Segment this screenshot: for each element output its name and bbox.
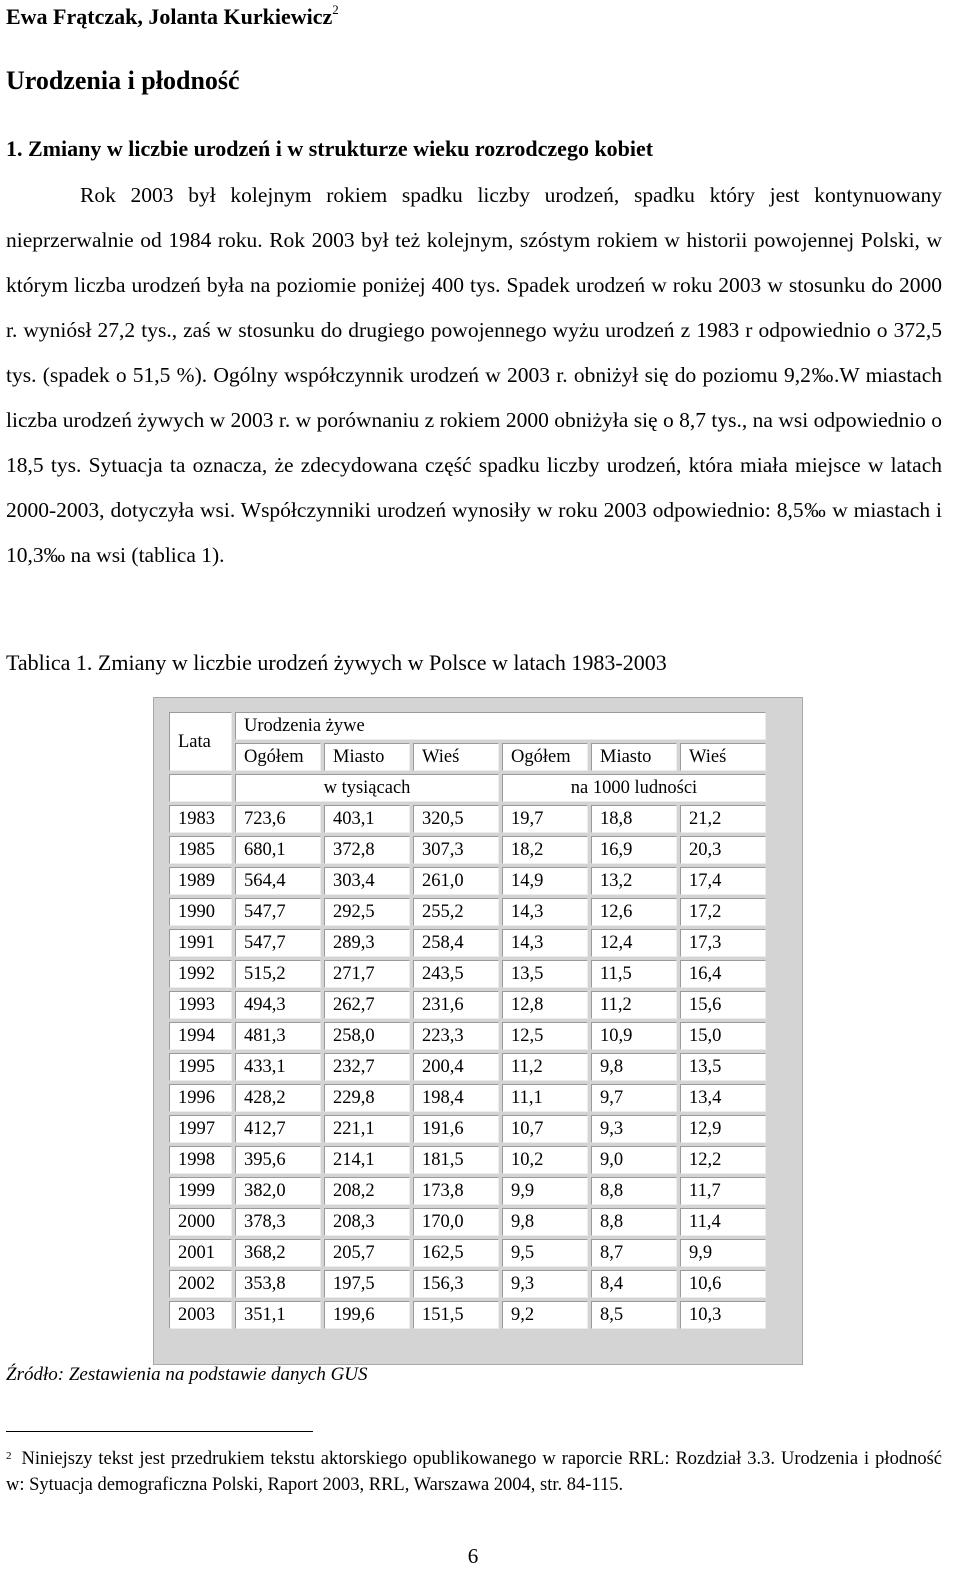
value-cell: 353,8 — [235, 1270, 321, 1298]
value-cell: 16,9 — [591, 836, 677, 864]
year-cell: 1992 — [169, 960, 232, 988]
header-col: Wieś — [680, 743, 766, 771]
year-cell: 1995 — [169, 1053, 232, 1081]
header-group: Urodzenia żywe — [235, 712, 766, 740]
value-cell: 10,7 — [502, 1115, 588, 1143]
authors: Ewa Frątczak, Jolanta Kurkiewicz — [6, 4, 333, 29]
table-row — [169, 805, 766, 833]
year-cell: 2002 — [169, 1270, 232, 1298]
value-cell: 8,5 — [591, 1301, 677, 1329]
table-row — [169, 1146, 766, 1174]
value-cell: 10,2 — [502, 1146, 588, 1174]
value-cell: 198,4 — [413, 1084, 499, 1112]
value-cell: 12,5 — [502, 1022, 588, 1050]
value-cell: 10,6 — [680, 1270, 766, 1298]
value-cell: 197,5 — [324, 1270, 410, 1298]
value-cell: 19,7 — [502, 805, 588, 833]
value-cell: 8,7 — [591, 1239, 677, 1267]
year-cell: 2001 — [169, 1239, 232, 1267]
table-frame — [153, 697, 803, 1365]
value-cell: 382,0 — [235, 1177, 321, 1205]
value-cell: 494,3 — [235, 991, 321, 1019]
table-row — [169, 1053, 766, 1081]
footnote-divider — [6, 1431, 313, 1432]
page-title: Urodzenia i płodność — [6, 66, 240, 95]
value-cell: 289,3 — [324, 929, 410, 957]
unit-blank — [169, 774, 232, 802]
value-cell: 9,9 — [680, 1239, 766, 1267]
value-cell: 292,5 — [324, 898, 410, 926]
value-cell: 680,1 — [235, 836, 321, 864]
table-row — [169, 960, 766, 988]
year-cell: 1996 — [169, 1084, 232, 1112]
header-col: Ogółem — [235, 743, 321, 771]
births-table — [166, 709, 769, 1332]
value-cell: 162,5 — [413, 1239, 499, 1267]
table-row — [169, 1301, 766, 1329]
value-cell: 351,1 — [235, 1301, 321, 1329]
value-cell: 12,8 — [502, 991, 588, 1019]
value-cell: 433,1 — [235, 1053, 321, 1081]
value-cell: 9,7 — [591, 1084, 677, 1112]
year-cell: 1999 — [169, 1177, 232, 1205]
value-cell: 221,1 — [324, 1115, 410, 1143]
value-cell: 9,5 — [502, 1239, 588, 1267]
value-cell: 9,0 — [591, 1146, 677, 1174]
value-cell: 428,2 — [235, 1084, 321, 1112]
authors-line — [6, 4, 339, 30]
value-cell: 395,6 — [235, 1146, 321, 1174]
year-cell: 1998 — [169, 1146, 232, 1174]
table-row — [169, 1270, 766, 1298]
value-cell: 11,2 — [502, 1053, 588, 1081]
value-cell: 200,4 — [413, 1053, 499, 1081]
value-cell: 18,2 — [502, 836, 588, 864]
table-row — [169, 991, 766, 1019]
value-cell: 13,5 — [680, 1053, 766, 1081]
value-cell: 261,0 — [413, 867, 499, 895]
unit-absolute: w tysiącach — [235, 774, 499, 802]
value-cell: 20,3 — [680, 836, 766, 864]
header-col: Miasto — [591, 743, 677, 771]
value-cell: 378,3 — [235, 1208, 321, 1236]
value-cell: 9,2 — [502, 1301, 588, 1329]
value-cell: 255,2 — [413, 898, 499, 926]
page-number: 6 — [467, 1544, 479, 1568]
value-cell: 15,6 — [680, 991, 766, 1019]
value-cell: 547,7 — [235, 898, 321, 926]
body-paragraph: Rok 2003 był kolejnym rokiem spadku liczby urodzeń, spadku który jest kontynuowany nieprzerwalnie od 1984 roku. Rok 2003 był też kolejnym, szóstym rokiem w historii powojennej Polski, w którym liczba urodzeń była na poziomie poniżej 400 tys. Spadek urodzeń w roku 2003 w stosunku do 2000 r. wyniósł 27,2 tys., zaś w stosunku do drugiego powojennego wyżu urodzeń z 1983 r odpowiednio o 372,5 tys. (spadek o 51,5 %). Ogólny współczynnik urodzeń w 2003 r. obniżył się do poziomu 9,2‰.W miastach liczba urodzeń żywych w 2003 r. w porównaniu z rokiem 2000 obniżyła się o 8,7 tys., na wsi odpowiednio o 18,5 tys. Sytuacja ta oznacza, że zdecydowana część spadku liczby urodzeń, która miała miejsce w latach 2000-2003, dotyczyła wsi. Współczynniki urodzeń wynosiły w roku 2003 odpowiednio: 8,5‰ w miastach i 10,3‰ na wsi (tablica 1). — [6, 183, 942, 567]
table-caption: Tablica 1. Zmiany w liczbie urodzeń żywych w Polsce w latach 1983-2003 — [6, 650, 667, 675]
value-cell: 231,6 — [413, 991, 499, 1019]
value-cell: 12,4 — [591, 929, 677, 957]
value-cell: 14,3 — [502, 929, 588, 957]
header-col: Ogółem — [502, 743, 588, 771]
year-cell: 1983 — [169, 805, 232, 833]
value-cell: 403,1 — [324, 805, 410, 833]
value-cell: 17,3 — [680, 929, 766, 957]
value-cell: 232,7 — [324, 1053, 410, 1081]
value-cell: 10,9 — [591, 1022, 677, 1050]
value-cell: 564,4 — [235, 867, 321, 895]
value-cell: 258,4 — [413, 929, 499, 957]
table-row — [169, 1177, 766, 1205]
year-cell: 2000 — [169, 1208, 232, 1236]
value-cell: 18,8 — [591, 805, 677, 833]
year-cell: 1990 — [169, 898, 232, 926]
header-col: Wieś — [413, 743, 499, 771]
table-row — [169, 1084, 766, 1112]
value-cell: 307,3 — [413, 836, 499, 864]
value-cell: 10,3 — [680, 1301, 766, 1329]
value-cell: 11,5 — [591, 960, 677, 988]
table-row — [169, 867, 766, 895]
value-cell: 320,5 — [413, 805, 499, 833]
value-cell: 14,3 — [502, 898, 588, 926]
value-cell: 12,9 — [680, 1115, 766, 1143]
value-cell: 412,7 — [235, 1115, 321, 1143]
value-cell: 13,5 — [502, 960, 588, 988]
value-cell: 12,2 — [680, 1146, 766, 1174]
year-cell: 1985 — [169, 836, 232, 864]
year-cell: 1997 — [169, 1115, 232, 1143]
value-cell: 156,3 — [413, 1270, 499, 1298]
value-cell: 9,3 — [502, 1270, 588, 1298]
value-cell: 11,2 — [591, 991, 677, 1019]
value-cell: 723,6 — [235, 805, 321, 833]
value-cell: 368,2 — [235, 1239, 321, 1267]
value-cell: 515,2 — [235, 960, 321, 988]
value-cell: 8,8 — [591, 1208, 677, 1236]
value-cell: 243,5 — [413, 960, 499, 988]
table-row — [169, 929, 766, 957]
footnote — [6, 1446, 942, 1498]
value-cell: 223,3 — [413, 1022, 499, 1050]
value-cell: 16,4 — [680, 960, 766, 988]
value-cell: 9,3 — [591, 1115, 677, 1143]
table-row — [169, 1022, 766, 1050]
value-cell: 17,4 — [680, 867, 766, 895]
table-body — [169, 805, 766, 1329]
footnote-text: Niniejszy tekst jest przedrukiem tekstu aktorskiego opublikowanego w raporcie RRL: Rozdział 3.3. Urodzenia i płodność w: Sytuacja demograficzna Polski, Raport 2003, RRL, Warszawa 2004, str. 84-115. — [6, 1449, 942, 1495]
value-cell: 8,4 — [591, 1270, 677, 1298]
value-cell: 303,4 — [324, 867, 410, 895]
value-cell: 170,0 — [413, 1208, 499, 1236]
value-cell: 271,7 — [324, 960, 410, 988]
value-cell: 481,3 — [235, 1022, 321, 1050]
value-cell: 11,7 — [680, 1177, 766, 1205]
value-cell: 191,6 — [413, 1115, 499, 1143]
value-cell: 13,4 — [680, 1084, 766, 1112]
value-cell: 12,6 — [591, 898, 677, 926]
table-row — [169, 1208, 766, 1236]
table-unit-row — [169, 774, 766, 802]
value-cell: 9,8 — [591, 1053, 677, 1081]
table-row — [169, 1115, 766, 1143]
value-cell: 181,5 — [413, 1146, 499, 1174]
table-header-row — [169, 712, 766, 740]
year-cell: 1989 — [169, 867, 232, 895]
header-lata: Lata — [169, 712, 232, 771]
value-cell: 9,9 — [502, 1177, 588, 1205]
year-cell: 2003 — [169, 1301, 232, 1329]
year-cell: 1994 — [169, 1022, 232, 1050]
table-row — [169, 1239, 766, 1267]
unit-rate: na 1000 ludności — [502, 774, 766, 802]
table-subheader-row — [169, 743, 766, 771]
value-cell: 208,3 — [324, 1208, 410, 1236]
year-cell: 1993 — [169, 991, 232, 1019]
value-cell: 262,7 — [324, 991, 410, 1019]
value-cell: 13,2 — [591, 867, 677, 895]
table-row — [169, 898, 766, 926]
value-cell: 151,5 — [413, 1301, 499, 1329]
value-cell: 11,1 — [502, 1084, 588, 1112]
table-source: Źródło: Zestawienia na podstawie danych GUS — [6, 1364, 368, 1385]
table-row — [169, 836, 766, 864]
value-cell: 9,8 — [502, 1208, 588, 1236]
value-cell: 229,8 — [324, 1084, 410, 1112]
footnote-number: 2 — [6, 1450, 12, 1462]
value-cell: 15,0 — [680, 1022, 766, 1050]
value-cell: 173,8 — [413, 1177, 499, 1205]
footnote-reference[interactable]: 2 — [332, 2, 339, 17]
value-cell: 21,2 — [680, 805, 766, 833]
value-cell: 372,8 — [324, 836, 410, 864]
value-cell: 199,6 — [324, 1301, 410, 1329]
value-cell: 258,0 — [324, 1022, 410, 1050]
value-cell: 8,8 — [591, 1177, 677, 1205]
value-cell: 208,2 — [324, 1177, 410, 1205]
header-col: Miasto — [324, 743, 410, 771]
value-cell: 214,1 — [324, 1146, 410, 1174]
value-cell: 11,4 — [680, 1208, 766, 1236]
value-cell: 205,7 — [324, 1239, 410, 1267]
value-cell: 17,2 — [680, 898, 766, 926]
value-cell: 547,7 — [235, 929, 321, 957]
year-cell: 1991 — [169, 929, 232, 957]
value-cell: 14,9 — [502, 867, 588, 895]
section-heading: 1. Zmiany w liczbie urodzeń i w strukturze wieku rozrodczego kobiet — [6, 136, 654, 161]
